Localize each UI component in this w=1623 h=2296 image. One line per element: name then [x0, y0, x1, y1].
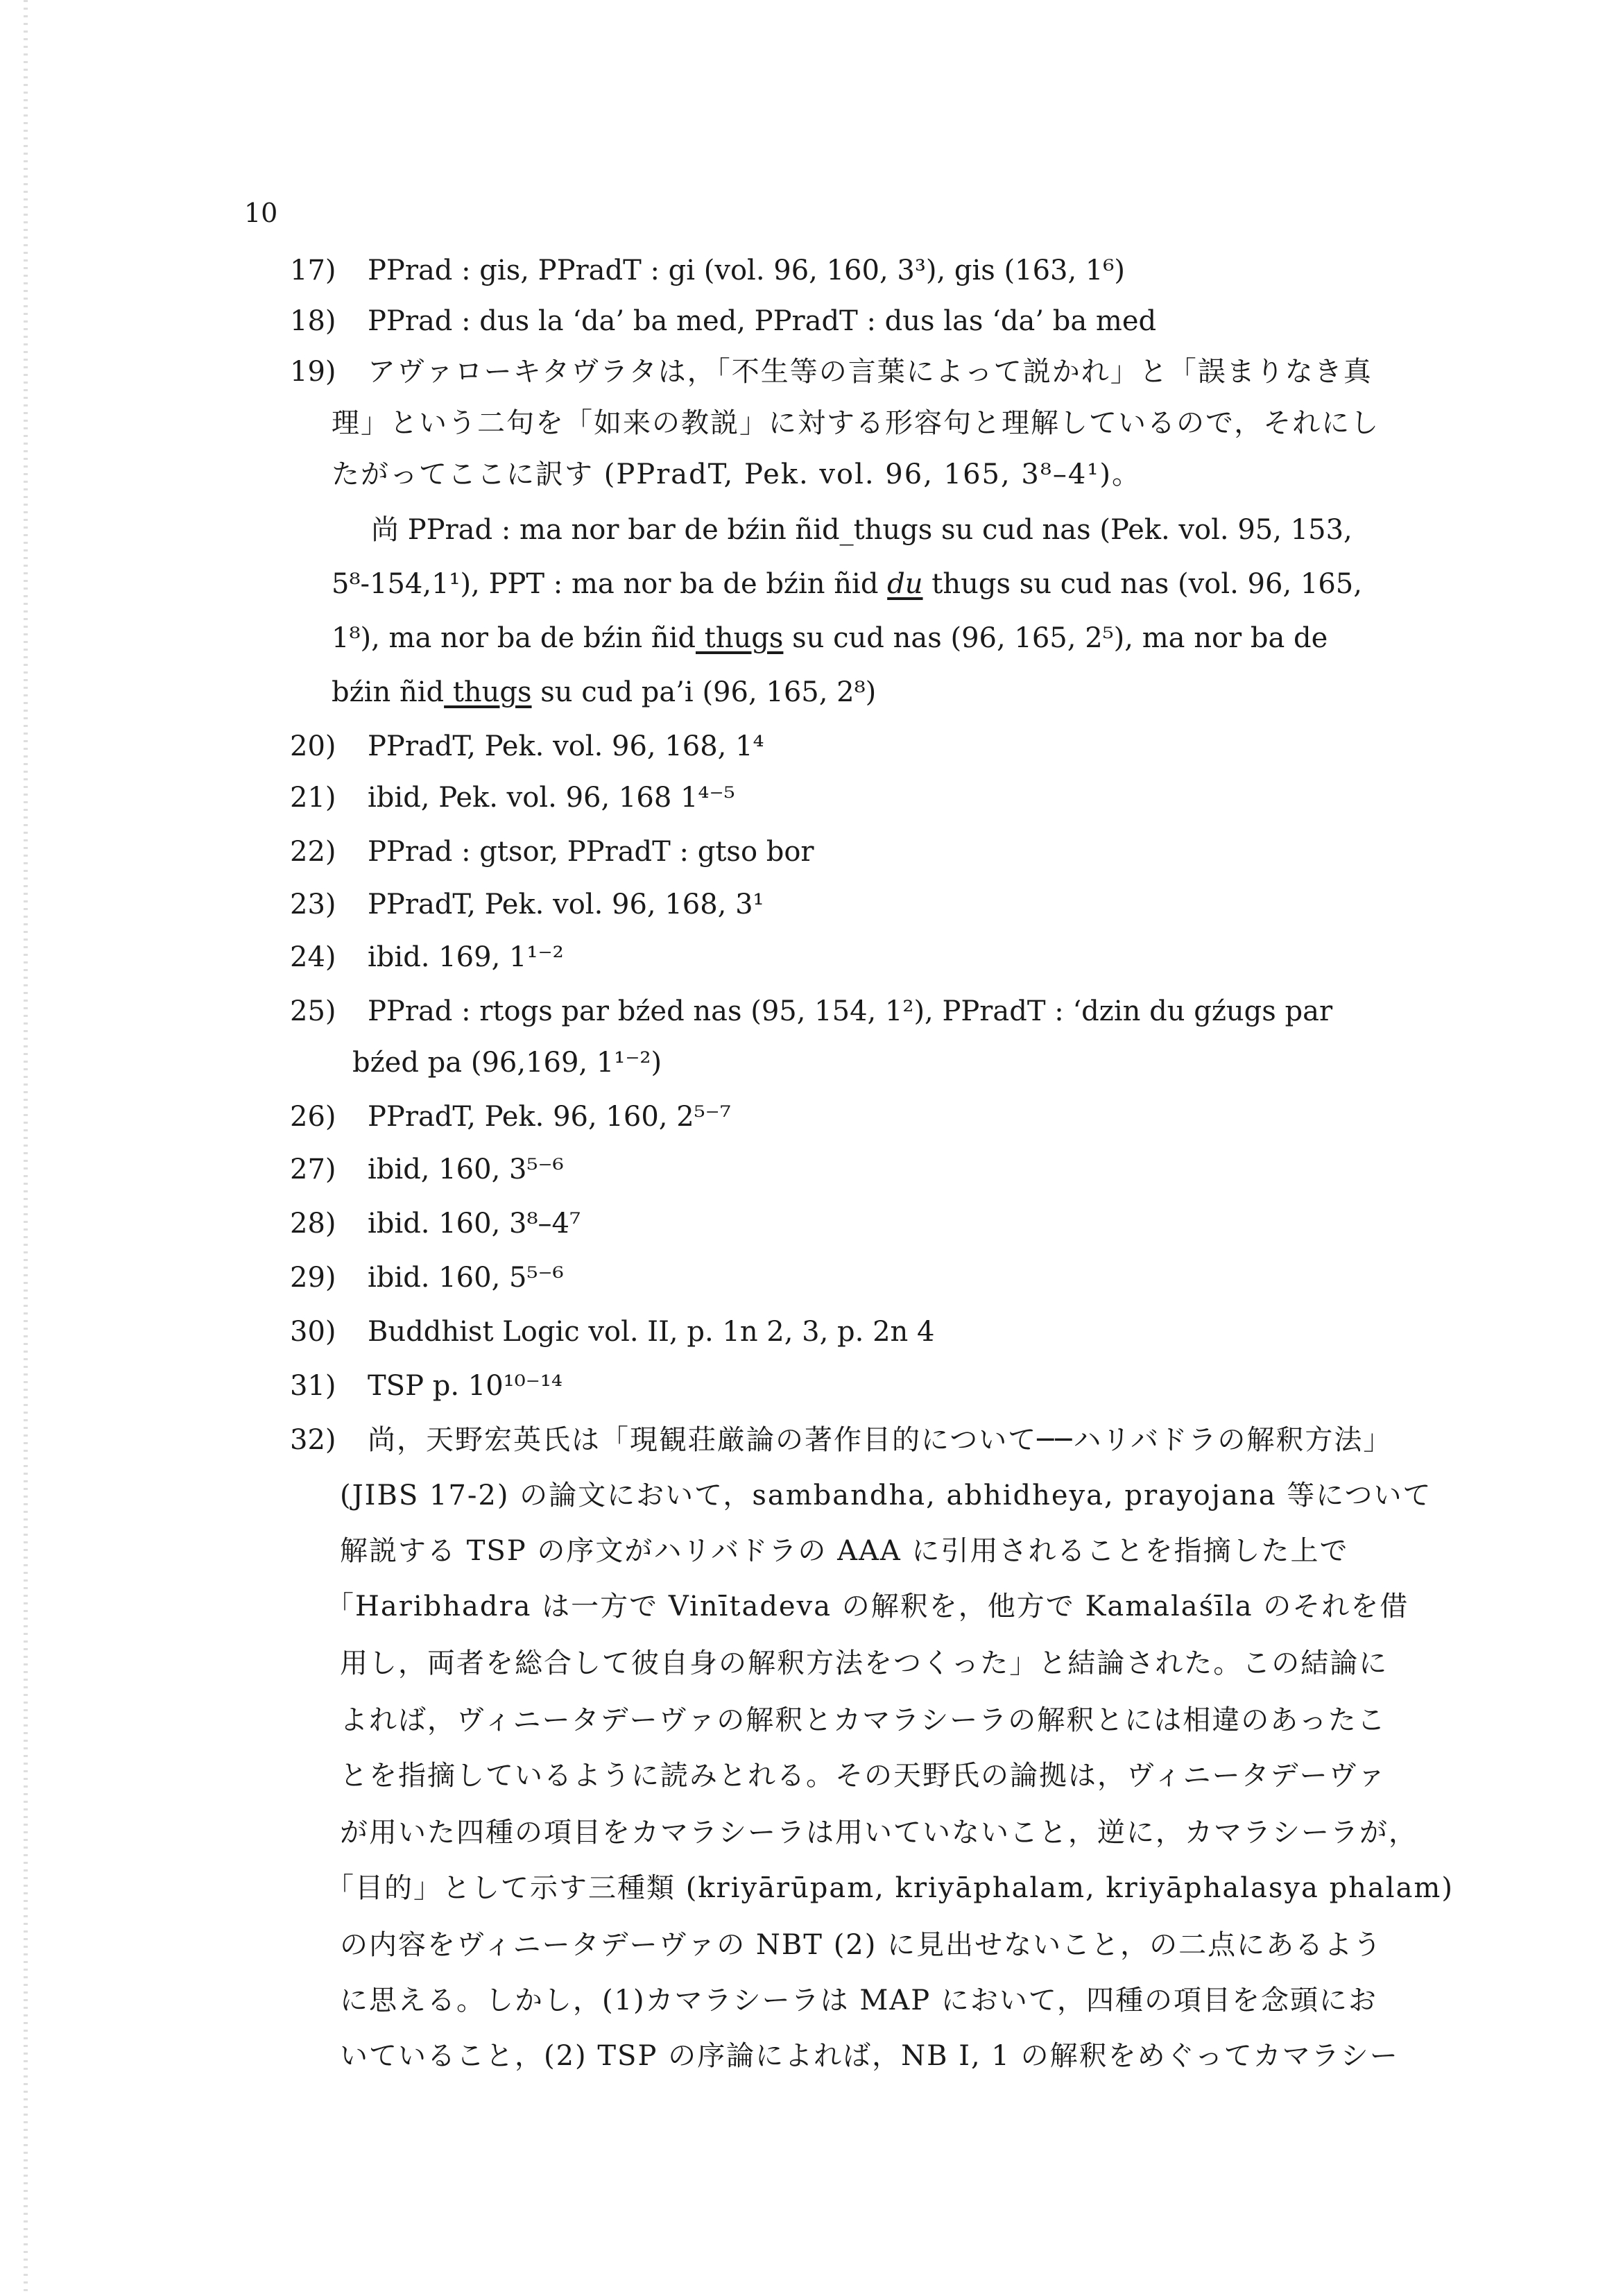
- scan-edge-artifact: [24, 0, 28, 2296]
- note-number: 19): [290, 356, 336, 388]
- note-text: たがってここに訳す (PPradT, Pek. vol. 96, 165, 3⁸–4¹)。: [332, 459, 1141, 490]
- note-text: いていること，(2) TSP の序論によれば，NB I, 1 の解釈をめぐってカマラシー: [340, 2040, 1399, 2072]
- note-text: 5⁸-154,1¹), PPT : ma nor ba de bźin ñid du thugs su cud nas (vol. 96, 165,: [332, 568, 1362, 600]
- note-number: 25): [290, 995, 336, 1027]
- note-number: 17): [290, 255, 336, 286]
- note-number: 32): [290, 1424, 336, 1456]
- underlined-word: thugs: [695, 622, 784, 654]
- note-text: 「Haribhadra は一方で Vinītadeva の解釈を，他方で Kamalaśīla のそれを借: [326, 1591, 1409, 1622]
- note-text: ibid. 169, 1¹⁻²: [368, 941, 564, 973]
- note-text: PPradT, Pek. 96, 160, 2⁵⁻⁷: [368, 1101, 731, 1133]
- page-number: 10: [244, 198, 278, 228]
- note-text: 「目的」として示す三種類 (kriyārūpam, kriyāphalam, kriyāphalasya phalam): [326, 1872, 1454, 1904]
- note-text: ibid. 160, 5⁵⁻⁶: [368, 1262, 564, 1294]
- note-text: に思える。しかし，(1)カマラシーラは MAP において，四種の項目を念頭にお: [340, 1985, 1378, 2016]
- note-number: 22): [290, 836, 336, 868]
- note-text: bźed pa (96,169, 1¹⁻²): [352, 1047, 662, 1079]
- note-text: とを指摘しているように読みとれる。その天野氏の論拠は，ヴィニータデーヴァ: [340, 1760, 1387, 1792]
- note-text: TSP p. 10¹⁰⁻¹⁴: [368, 1370, 563, 1402]
- note-text: (JIBS 17-2) の論文において，sambandha, abhidheya, prayojana 等について: [340, 1480, 1432, 1511]
- note-text: PPradT, Pek. vol. 96, 168, 3¹: [368, 889, 764, 920]
- emphasis: du: [887, 568, 923, 600]
- note-text: よれば，ヴィニータデーヴァの解釈とカマラシーラの解釈とには相違のあったこ: [340, 1704, 1386, 1736]
- note-number: 24): [290, 941, 336, 973]
- note-number: 26): [290, 1101, 336, 1133]
- note-number: 31): [290, 1370, 336, 1402]
- note-number: 30): [290, 1316, 336, 1348]
- underlined-word: thugs: [444, 676, 532, 708]
- note-text: Buddhist Logic vol. II, p. 1n 2, 3, p. 2n 4: [368, 1316, 935, 1348]
- note-text: ibid. 160, 3⁸–4⁷: [368, 1208, 581, 1240]
- note-number: 29): [290, 1262, 336, 1294]
- note-text: PPradT, Pek. vol. 96, 168, 1⁴: [368, 730, 764, 762]
- note-text: bźin ñid thugs su cud pa’i (96, 165, 2⁸): [332, 676, 877, 708]
- note-number: 23): [290, 889, 336, 920]
- note-number: 28): [290, 1208, 336, 1240]
- note-text: 尚，天野宏英氏は「現観荘厳論の著作目的について──ハリバドラの解釈方法」: [368, 1424, 1393, 1456]
- note-text: PPrad : rtogs par bźed nas (95, 154, 1²), PPradT : ‘dzin du gźugs par: [368, 995, 1333, 1027]
- note-text: PPrad : gis, PPradT : gi (vol. 96, 160, 3³), gis (163, 1⁶): [368, 255, 1126, 286]
- note-text: 用し，両者を総合して彼自身の解釈方法をつくった」と結論された。この結論に: [340, 1647, 1389, 1679]
- note-text: の内容をヴィニータデーヴァの NBT (2) に見出せないこと，の二点にあるよう: [340, 1929, 1383, 1961]
- note-text: ibid, Pek. vol. 96, 168 1⁴⁻⁵: [368, 782, 735, 814]
- note-number: 18): [290, 305, 336, 337]
- note-text: PPrad : gtsor, PPradT : gtso bor: [368, 836, 814, 868]
- note-number: 21): [290, 782, 336, 814]
- note-text: が用いた四種の項目をカマラシーラは用いていないこと，逆に，カマラシーラが，: [340, 1817, 1418, 1849]
- note-text: 理」という二句を「如来の教説」に対する形容句と理解しているので，それにし: [332, 407, 1380, 439]
- note-text: アヴァローキタヴラタは，「不生等の言葉によって説かれ」と「誤まりなき真: [368, 356, 1373, 388]
- note-text: 1⁸), ma nor ba de bźin ñid thugs su cud nas (96, 165, 2⁵), ma nor ba de: [332, 622, 1328, 654]
- note-number: 20): [290, 730, 336, 762]
- note-text: 尚 PPrad : ma nor bar de bźin ñid_thugs su cud nas (Pek. vol. 95, 153,: [371, 514, 1352, 546]
- note-text: 解説する TSP の序文がハリバドラの AAA に引用されることを指摘した上で: [340, 1535, 1349, 1567]
- note-text: ibid, 160, 3⁵⁻⁶: [368, 1154, 564, 1185]
- note-text: PPrad : dus la ‘da’ ba med, PPradT : dus las ‘da’ ba med: [368, 305, 1157, 337]
- note-number: 27): [290, 1154, 336, 1185]
